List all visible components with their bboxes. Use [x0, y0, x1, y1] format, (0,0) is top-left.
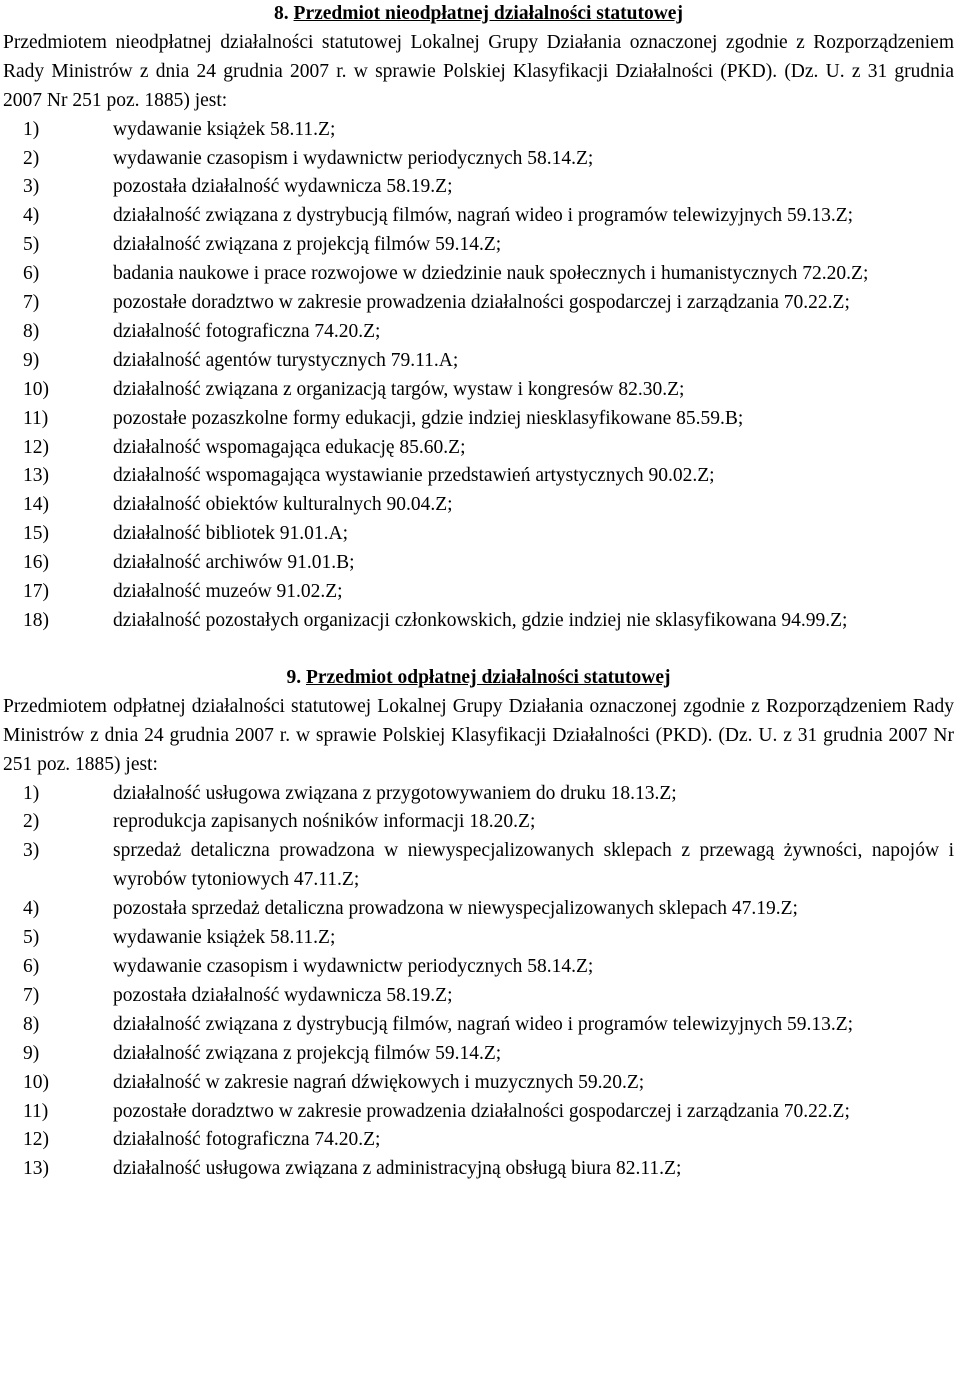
section-9 — [3, 664, 954, 1184]
list-item — [3, 202, 954, 231]
list-item — [3, 1098, 954, 1127]
list-item-number: 5) — [23, 927, 40, 949]
list-item-number: 12) — [23, 1129, 49, 1151]
list-item — [3, 578, 954, 607]
list-item — [3, 924, 954, 953]
list-item-number: 6) — [23, 263, 40, 285]
list-item — [3, 491, 954, 520]
list-item-number: 4) — [23, 205, 40, 227]
list-item — [3, 837, 954, 895]
list-item-text: pozostałe pozaszkolne formy edukacji, gdzie indziej niesklasyfikowane 85.59.B; — [113, 407, 744, 429]
list-item — [3, 520, 954, 549]
list-item — [3, 145, 954, 174]
list-item-number: 12) — [23, 436, 49, 458]
list-item-text: działalność archiwów 91.01.B; — [113, 552, 355, 574]
list-item-number: 11) — [23, 407, 49, 429]
list-item — [3, 780, 954, 809]
list-item-text: działalność fotograficzna 74.20.Z; — [113, 320, 381, 342]
list-item-text: działalność agentów turystycznych 79.11.A; — [113, 349, 459, 371]
section-8 — [3, 0, 954, 636]
list-item-number: 8) — [23, 1013, 40, 1035]
list-item — [3, 347, 954, 376]
section-spacer — [3, 636, 954, 664]
list-item — [3, 434, 954, 463]
list-item-text: działalność związana z projekcją filmów 59.14.Z; — [113, 234, 502, 256]
list-item-number: 16) — [23, 552, 49, 574]
list-item-text: badania naukowe i prace rozwojowe w dziedzinie nauk społecznych i humanistycznych 72.20.Z; — [113, 263, 869, 285]
list-item-text: pozostała działalność wydawnicza 58.19.Z; — [113, 984, 453, 1006]
list-item-text: działalność fotograficzna 74.20.Z; — [113, 1129, 381, 1151]
list-item-number: 13) — [23, 1158, 49, 1180]
list-item-number: 18) — [23, 610, 49, 632]
list-item-text: działalność muzeów 91.02.Z; — [113, 581, 343, 603]
list-item — [3, 405, 954, 434]
list-item-number: 8) — [23, 320, 40, 342]
list-item-text: wydawanie czasopism i wydawnictw periodycznych 58.14.Z; — [113, 147, 594, 169]
list-item — [3, 808, 954, 837]
list-item — [3, 260, 954, 289]
section-8-list — [3, 116, 954, 636]
list-item-number: 9) — [23, 349, 40, 371]
list-item-text: działalność usługowa związana z przygotowywaniem do druku 18.13.Z; — [113, 782, 677, 804]
list-item-text: działalność związana z organizacją targów, wystaw i kongresów 82.30.Z; — [113, 378, 685, 400]
section-8-number: 8. — [274, 3, 289, 24]
list-item — [3, 1155, 954, 1184]
list-item-number: 15) — [23, 523, 49, 545]
list-item-number: 1) — [23, 782, 40, 804]
list-item-number: 17) — [23, 581, 49, 603]
list-item — [3, 1069, 954, 1098]
list-item — [3, 116, 954, 145]
list-item-number: 10) — [23, 378, 49, 400]
list-item-text: pozostała sprzedaż detaliczna prowadzona w niewyspecjalizowanych sklepach 47.19.Z; — [113, 898, 798, 920]
list-item-text: pozostałe doradztwo w zakresie prowadzenia działalności gospodarczej i zarządzania 70.22.Z; — [113, 1100, 850, 1122]
list-item-text: pozostała działalność wydawnicza 58.19.Z; — [113, 176, 453, 198]
section-8-intro: Przedmiotem nieodpłatnej działalności statutowej Lokalnej Grupy Działania oznaczonej zgodnie z Rozporządzeniem Rady Ministrów z dnia 24 grudnia 2007 r. w sprawie Polskiej Klasyfikacji Działalności (PKD). (Dz. U. z 31 grudnia 2007 Nr 251 poz. 1885) jest: — [3, 31, 954, 111]
section-9-intro: Przedmiotem odpłatnej działalności statutowej Lokalnej Grupy Działania oznaczonej zgodnie z Rozporządzeniem Rady Ministrów z dnia 24 grudnia 2007 r. w sprawie Polskiej Klasyfikacji Działalności (PKD). (Dz. U. z 31 grudnia 2007 Nr 251 poz. 1885) jest: — [3, 695, 954, 775]
list-item-text: wydawanie czasopism i wydawnictw periodycznych 58.14.Z; — [113, 955, 594, 977]
section-9-list — [3, 780, 954, 1185]
list-item-number: 5) — [23, 234, 40, 256]
list-item-number: 2) — [23, 811, 40, 833]
list-item-number: 2) — [23, 147, 40, 169]
list-item-number: 9) — [23, 1042, 40, 1064]
list-item-number: 11) — [23, 1100, 49, 1122]
list-item-text: sprzedaż detaliczna prowadzona w niewyspecjalizowanych sklepach z przewagą żywności, napojów i wyrobów tytoniowych 47.11.Z; — [113, 840, 954, 891]
list-item-number: 1) — [23, 118, 40, 140]
section-8-heading — [3, 0, 954, 29]
list-item-number: 3) — [23, 176, 40, 198]
list-item — [3, 318, 954, 347]
list-item — [3, 982, 954, 1011]
list-item — [3, 1011, 954, 1040]
list-item-text: działalność obiektów kulturalnych 90.04.Z; — [113, 494, 453, 516]
list-item-text: działalność usługowa związana z administracyjną obsługą biura 82.11.Z; — [113, 1158, 682, 1180]
list-item-text: działalność w zakresie nagrań dźwiękowych i muzycznych 59.20.Z; — [113, 1071, 645, 1093]
list-item-text: wydawanie książek 58.11.Z; — [113, 118, 336, 140]
section-8-title: Przedmiot nieodpłatnej działalności statutowej — [293, 3, 683, 24]
list-item — [3, 1040, 954, 1069]
section-9-heading — [3, 664, 954, 693]
list-item — [3, 462, 954, 491]
section-9-number: 9. — [286, 666, 302, 688]
list-item-number: 3) — [23, 840, 40, 862]
list-item-text: działalność pozostałych organizacji członkowskich, gdzie indziej nie sklasyfikowana 94.99.Z; — [113, 610, 848, 632]
list-item — [3, 953, 954, 982]
list-item-number: 4) — [23, 898, 40, 920]
list-item-number: 13) — [23, 465, 49, 487]
list-item — [3, 549, 954, 578]
list-item — [3, 173, 954, 202]
list-item — [3, 289, 954, 318]
list-item-text: działalność wspomagająca edukację 85.60.Z; — [113, 436, 466, 458]
list-item-number: 7) — [23, 984, 40, 1006]
list-item-text: pozostałe doradztwo w zakresie prowadzenia działalności gospodarczej i zarządzania 70.22.Z; — [113, 292, 850, 314]
list-item-number: 6) — [23, 955, 40, 977]
list-item-text: działalność związana z projekcją filmów 59.14.Z; — [113, 1042, 502, 1064]
list-item-number: 7) — [23, 292, 40, 314]
list-item — [3, 376, 954, 405]
list-item-number: 14) — [23, 494, 49, 516]
list-item-text: reprodukcja zapisanych nośników informacji 18.20.Z; — [113, 811, 536, 833]
list-item-number: 10) — [23, 1071, 49, 1093]
list-item — [3, 607, 954, 636]
list-item-text: działalność wspomagająca wystawianie przedstawień artystycznych 90.02.Z; — [113, 465, 715, 487]
list-item — [3, 231, 954, 260]
list-item-text: działalność bibliotek 91.01.A; — [113, 523, 349, 545]
list-item — [3, 895, 954, 924]
list-item-text: wydawanie książek 58.11.Z; — [113, 927, 336, 949]
list-item-text: działalność związana z dystrybucją filmów, nagrań wideo i programów telewizyjnych 59.13.Z; — [113, 205, 854, 227]
list-item-text: działalność związana z dystrybucją filmów, nagrań wideo i programów telewizyjnych 59.13.Z; — [113, 1013, 854, 1035]
section-9-title: Przedmiot odpłatnej działalności statutowej — [305, 666, 671, 688]
list-item — [3, 1126, 954, 1155]
